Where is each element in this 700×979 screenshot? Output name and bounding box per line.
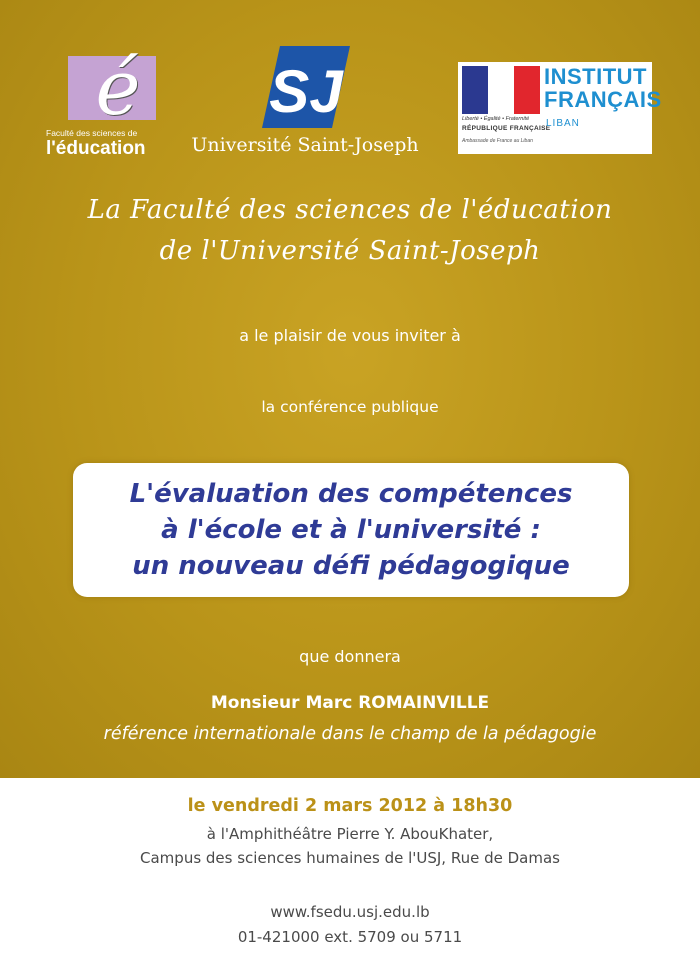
given-by-text: que donnera bbox=[299, 647, 401, 666]
fse-logo-letter: é bbox=[95, 43, 141, 132]
if-embassy: Ambassade de France au Liban bbox=[462, 138, 533, 144]
french-flag-icon bbox=[462, 66, 540, 114]
speaker-name: Monsieur Marc ROMAINVILLE bbox=[210, 693, 490, 713]
if-country: LIBAN bbox=[546, 118, 580, 129]
speaker-role: référence internationale dans le champ de la pédagogie bbox=[103, 724, 597, 744]
conference-title-line3: un nouveau défi pédagogique bbox=[132, 551, 570, 581]
if-motto: Liberté • Égalité • Fraternité bbox=[462, 116, 530, 122]
phone-number: 01-421000 ext. 5709 ou 5711 bbox=[237, 928, 463, 946]
institut-francais-logo bbox=[458, 62, 662, 154]
invitation-text: a le plaisir de vous inviter à bbox=[239, 326, 461, 345]
conference-title-line1: L'évaluation des compétences bbox=[129, 479, 573, 509]
venue-line1: à l'Amphithéâtre Pierre Y. AbouKhater, bbox=[206, 825, 494, 843]
fse-logo-line1: Faculté des sciences de bbox=[46, 128, 138, 138]
event-type: la conférence publique bbox=[261, 398, 439, 416]
usj-logo bbox=[180, 44, 430, 164]
usj-logo-mark bbox=[262, 46, 350, 128]
event-date: le vendredi 2 mars 2012 à 18h30 bbox=[187, 796, 513, 816]
if-title-line2: FRANÇAIS bbox=[544, 87, 662, 112]
if-republic: RÉPUBLIQUE FRANÇAISE bbox=[462, 125, 551, 132]
svg-text:SJ: SJ bbox=[269, 58, 343, 125]
conference-title-box bbox=[73, 463, 629, 597]
if-title-line1: INSTITUT bbox=[544, 64, 647, 89]
venue-line2: Campus des sciences humaines de l'USJ, Rue de Damas bbox=[140, 849, 560, 867]
heading-line1: La Faculté des sciences de l'éducation bbox=[87, 195, 613, 225]
conference-title-line2: à l'école et à l'université : bbox=[161, 515, 541, 545]
website-link[interactable]: www.fsedu.usj.edu.lb bbox=[270, 903, 430, 921]
fse-logo-line2: l'éducation bbox=[46, 138, 146, 159]
usj-logo-name: Université Saint-Joseph bbox=[191, 134, 419, 156]
heading-line2: de l'Université Saint-Joseph bbox=[159, 236, 541, 266]
fse-logo bbox=[40, 44, 170, 164]
